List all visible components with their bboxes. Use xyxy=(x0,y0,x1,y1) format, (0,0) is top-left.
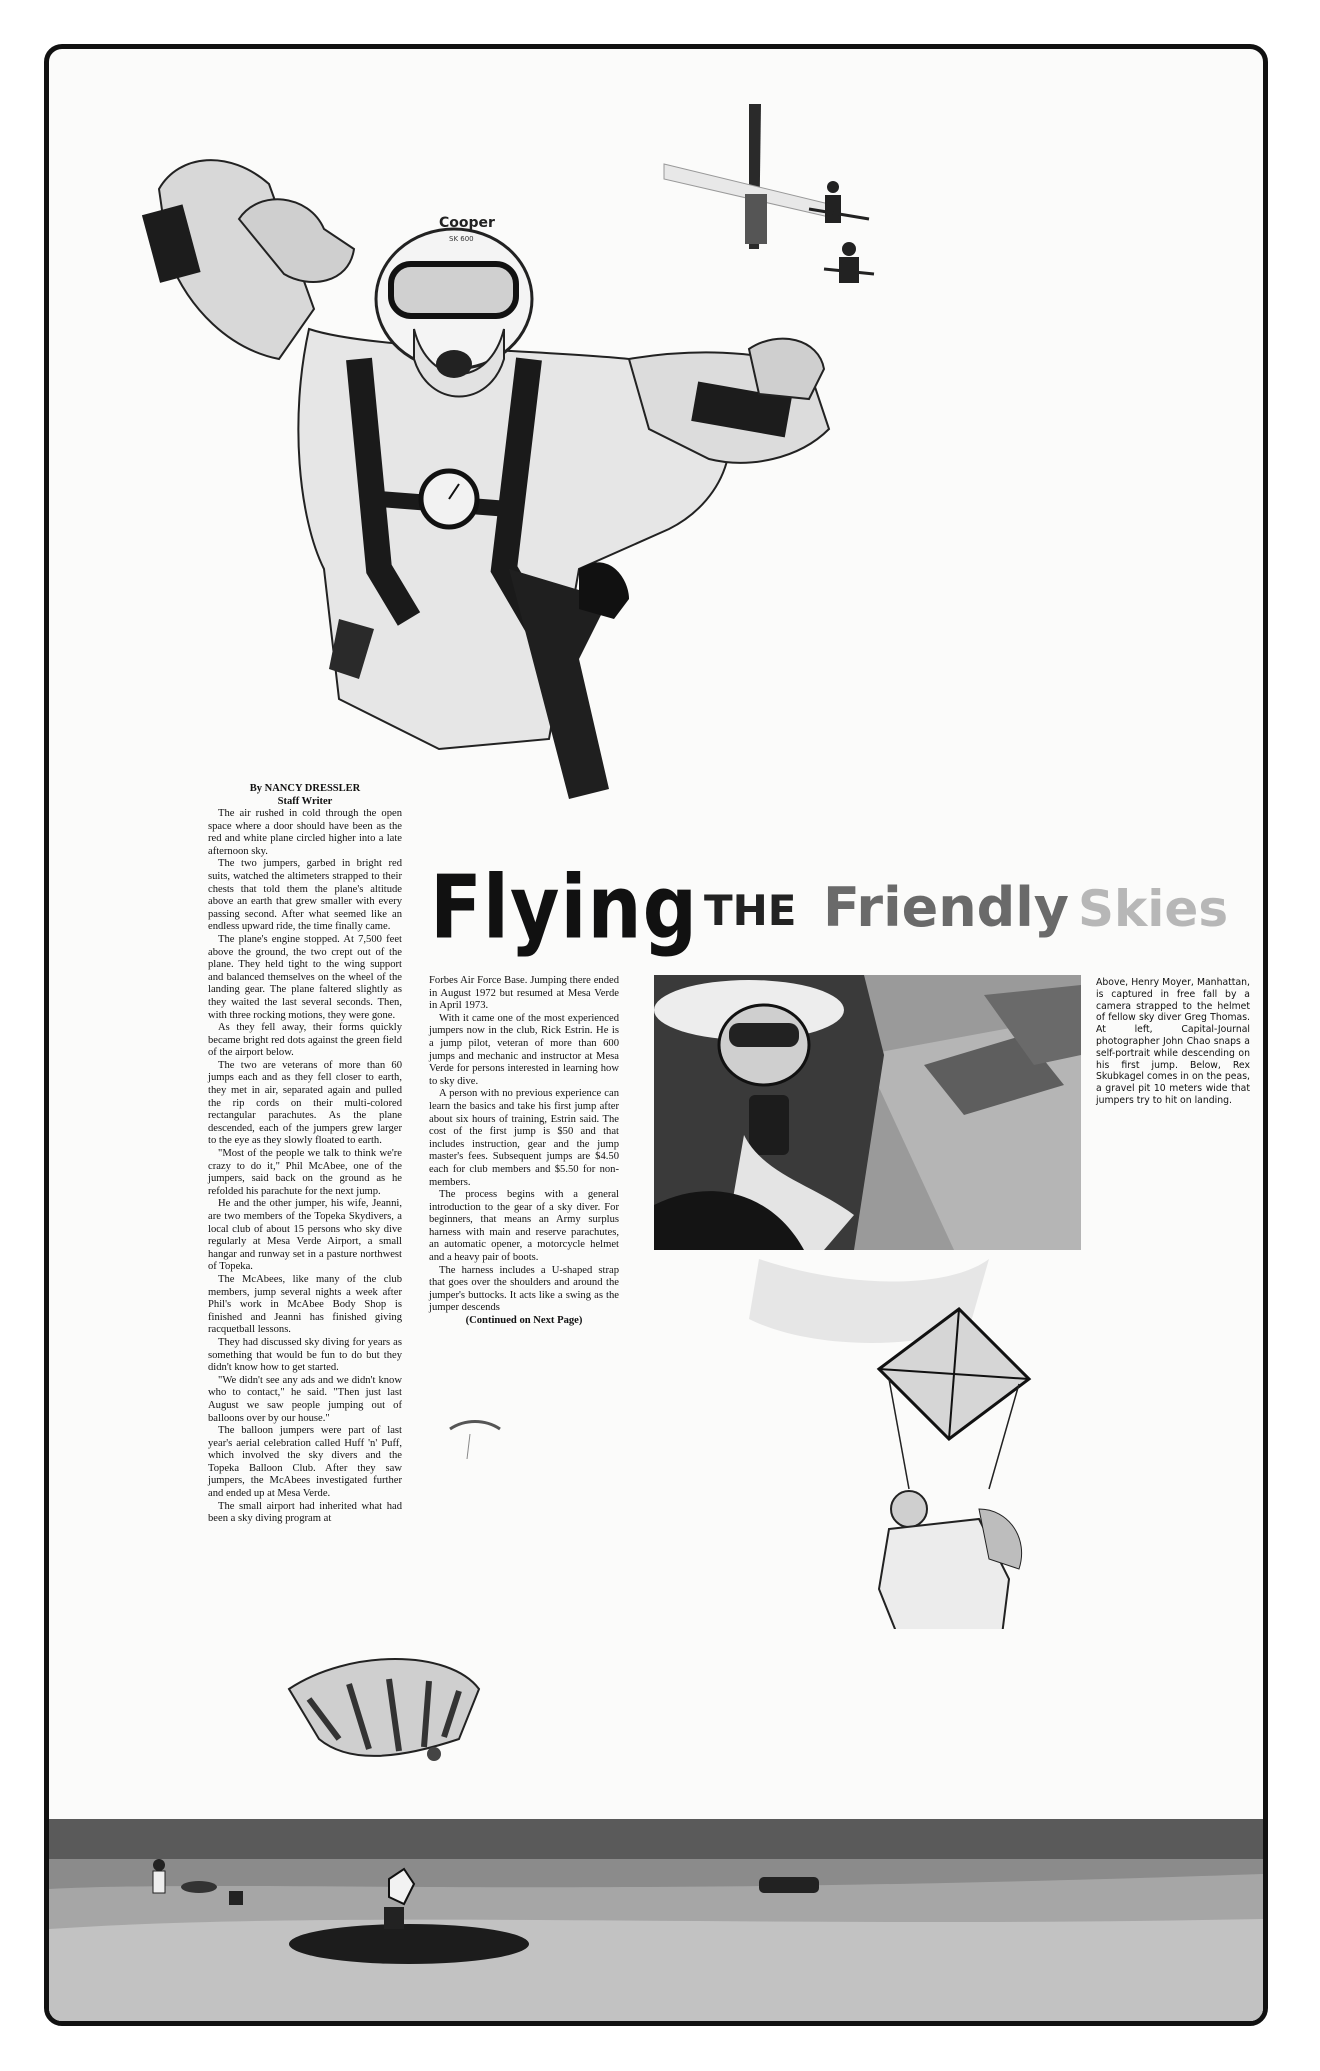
paragraph: The process begins with a general introduction to the gear of a sky diver. For beginners, that means an Army surplus harness with main and reserve parachutes, an automatic opener, a motorcycle helmet and a heavy pair of boots. xyxy=(429,1189,619,1264)
byline-author: By NANCY DRESSLER xyxy=(249,783,361,794)
landing-field-photo xyxy=(49,1629,1263,2021)
article-column-1 xyxy=(208,808,402,1526)
continued-note: (Continued on Next Page) xyxy=(465,1315,583,1327)
headline xyxy=(430,856,1230,959)
paragraph: He and the other jumper, his wife, Jeanni, are two members of the Topeka Skydivers, a local club of about 15 persons who sky dive regularly at Mesa Verde Airport, a small hangar and runway set in a pasture northwest of Topeka. xyxy=(208,1198,402,1273)
paragraph: As they fell away, their forms quickly became bright red dots against the green field of the airport below. xyxy=(208,1022,402,1059)
paragraph: "We didn't see any ads and we didn't know who to contact," he said. "Then just last August we saw people jumping out of balloons over by our house." xyxy=(208,1374,402,1424)
headline-skies: Skies xyxy=(1078,880,1229,938)
photo-caption: Above, Henry Moyer, Manhattan, is captured in free fall by a camera strapped to the helmet of fellow sky diver Greg Thomas. At left, Capital-Journal photographer John Chao snaps a self-portrait while descending on his first jump. Below, Rex Skubkagel comes in on the peas, a gravel pit 10 meters wide that jumpers try to hit on landing. xyxy=(1096,977,1250,1106)
paragraph: The two are veterans of more than 60 jumps each and as they fell closer to earth, they met in air, separated again and pulled the rip cords on their multi-colored rectangular parachutes. As the plane descended, each of the jumpers grew larger to the eye as they slowly floated to earth. xyxy=(208,1059,402,1147)
paragraph: Forbes Air Force Base. Jumping there ended in August 1972 but resumed at Mesa Verde in April 1973. xyxy=(429,975,619,1012)
helmet-brand: Cooper xyxy=(439,215,495,231)
paragraph: The McAbees, like many of the club members, jump several nights a week after Phil's work in McAbee Body Shop is finished and Jeanni has finished giving racquetball lessons. xyxy=(208,1273,402,1336)
headline-flying: Flying xyxy=(430,856,699,959)
paragraph: The small airport had inherited what had been a sky diving program at xyxy=(208,1500,402,1525)
paragraph: The air rushed in cold through the open space where a door should have been as the red and white plane circled higher into a late afternoon sky. xyxy=(208,808,402,857)
paragraph: The balloon jumpers were part of last year's aerial celebration called Huff 'n' Puff, which involved the sky divers and the Topeka Balloon Club. After they saw jumpers, the McAbees investigated further and ended up at Mesa Verde. xyxy=(208,1425,402,1500)
paragraph: The plane's engine stopped. At 7,500 feet above the ground, the two crept out of the plane. They held tight to the wing support and balanced themselves on the wheel of the landing gear. The plane faltered slightly as they waited the last several seconds. Then, with three rocking motions, they were gone. xyxy=(208,933,402,1021)
headline-the: THE xyxy=(704,886,797,935)
paragraph: "Most of the people we talk to think we're crazy to do it," Phil McAbee, one of the jumpers, said back on the ground as he refolded his parachute for the next jump. xyxy=(208,1148,402,1197)
byline-role: Staff Writer xyxy=(277,796,333,807)
paragraph: The two jumpers, garbed in bright red suits, watched the altimeters strapped to their chests that told them the plane's altitude above an earth that grew smaller with every passing second. After what seemed like an endless upward ride, the time finally came. xyxy=(208,858,402,933)
distant-canopy xyxy=(445,1414,505,1464)
paragraph: They had discussed sky diving for years as something that would be fun to do but they didn't know how to get started. xyxy=(208,1336,402,1374)
article-column-2 xyxy=(429,975,619,1328)
headline-friendly: Friendly xyxy=(823,876,1070,939)
self-portrait-photo xyxy=(654,975,1081,1250)
byline xyxy=(210,782,400,808)
freefall-photo xyxy=(109,99,1189,869)
paragraph: A person with no previous experience can learn the basics and take his first jump after about six hours of training, Estrin said. The cost of the first jump is $50 and that includes instruction, gear and the jump master's fees. Subsequent jumps are $4.50 each for club members and $5.50 for non-members. xyxy=(429,1088,619,1188)
helmet-model: SK 600 xyxy=(449,235,474,243)
paragraph: With it came one of the most experienced jumpers now in the club, Rick Estrin. He is a jump pilot, veteran of more than 600 jumps and mechanic and instructor at Mesa Verde for persons interested in learning how to sky dive. xyxy=(429,1012,619,1087)
paragraph: The harness includes a U-shaped strap that goes over the shoulders and around the jumper's buttocks. It acts like a swing as the jumper descends xyxy=(429,1264,619,1314)
